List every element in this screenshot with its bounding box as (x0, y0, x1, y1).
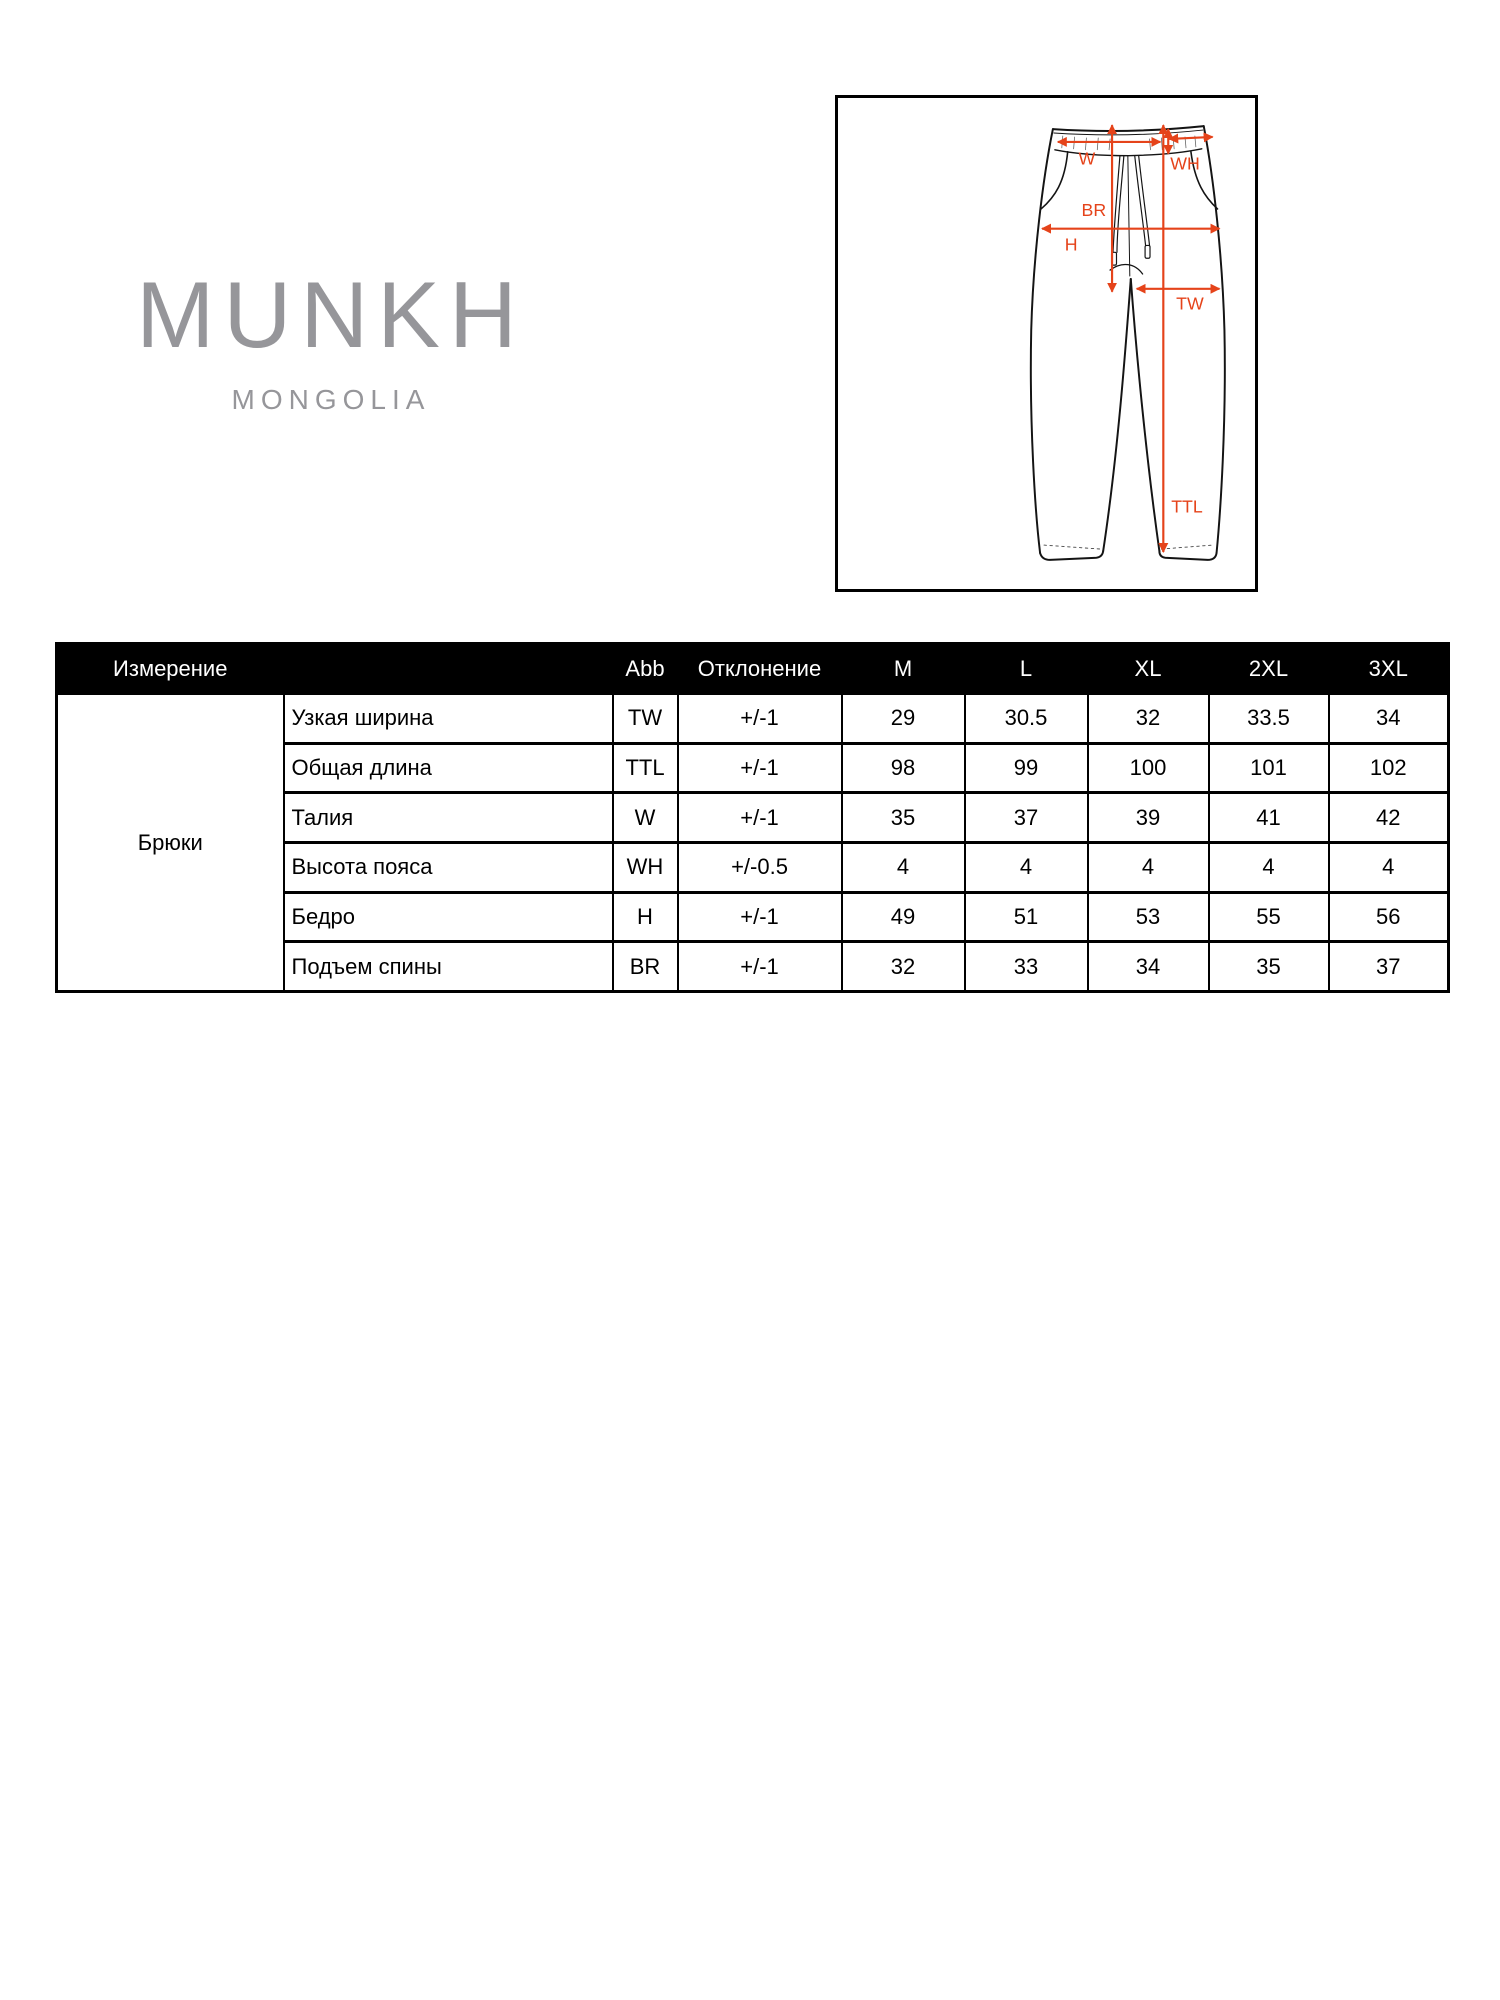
tw-label: TW (1176, 293, 1204, 314)
header-size-l: L (965, 644, 1088, 694)
size-value-cell: 30.5 (965, 694, 1088, 744)
abb-cell: TW (613, 694, 678, 744)
pants-diagram-box (835, 95, 1258, 592)
table-row (57, 694, 1449, 744)
tolerance-cell: +/-1 (678, 942, 842, 992)
header-tolerance: Отклонение (678, 644, 842, 694)
pants-outline (1031, 126, 1225, 560)
size-value-cell: 29 (842, 694, 965, 744)
header-size-3xl: 3XL (1329, 644, 1449, 694)
tolerance-cell: +/-1 (678, 793, 842, 843)
measurement-name-cell: Подъем спины (284, 942, 613, 992)
size-value-cell: 4 (1088, 843, 1209, 893)
size-value-cell: 4 (1209, 843, 1329, 893)
w-label: W (1078, 148, 1096, 169)
drawstring (1113, 156, 1149, 253)
measurement-arrows (1042, 125, 1219, 552)
pants-sketch (838, 98, 1255, 589)
size-value-cell: 32 (1088, 694, 1209, 744)
hem-stitching (1044, 545, 1213, 549)
category-cell: Брюки (57, 694, 284, 992)
size-value-cell: 41 (1209, 793, 1329, 843)
size-value-cell: 42 (1329, 793, 1449, 843)
measurement-name-cell: Общая длина (284, 743, 613, 793)
abb-cell: TTL (613, 743, 678, 793)
tolerance-cell: +/-1 (678, 892, 842, 942)
measurement-name-cell: Талия (284, 793, 613, 843)
header-spacer (284, 644, 613, 694)
size-value-cell: 102 (1329, 743, 1449, 793)
size-value-cell: 99 (965, 743, 1088, 793)
size-value-cell: 4 (842, 843, 965, 893)
header-measurement: Измерение (57, 644, 284, 694)
drawstring-aglet (1145, 245, 1150, 258)
wh-label: WH (1170, 153, 1200, 174)
tolerance-cell: +/-1 (678, 694, 842, 744)
size-value-cell: 33 (965, 942, 1088, 992)
header-abb: Abb (613, 644, 678, 694)
size-value-cell: 32 (842, 942, 965, 992)
brand-subtitle: MONGOLIA (231, 384, 431, 415)
ttl-label: TTL (1171, 496, 1203, 517)
abb-cell: WH (613, 843, 678, 893)
measurement-name-cell: Высота пояса (284, 843, 613, 893)
size-table (55, 642, 1450, 993)
size-value-cell: 39 (1088, 793, 1209, 843)
size-value-cell: 51 (965, 892, 1088, 942)
size-value-cell: 53 (1088, 892, 1209, 942)
tolerance-cell: +/-0.5 (678, 843, 842, 893)
h-label: H (1064, 234, 1078, 255)
header-row (57, 644, 1449, 694)
size-value-cell: 4 (965, 843, 1088, 893)
size-value-cell: 4 (1329, 843, 1449, 893)
tolerance-cell: +/-1 (678, 743, 842, 793)
header-size-m: M (842, 644, 965, 694)
size-value-cell: 37 (965, 793, 1088, 843)
size-value-cell: 33.5 (1209, 694, 1329, 744)
measurement-name-cell: Бедро (284, 892, 613, 942)
measurement-name-cell: Узкая ширина (284, 694, 613, 744)
size-value-cell: 100 (1088, 743, 1209, 793)
size-value-cell: 101 (1209, 743, 1329, 793)
abb-cell: W (613, 793, 678, 843)
size-value-cell: 55 (1209, 892, 1329, 942)
brand-name: MUNKH (136, 262, 526, 367)
size-value-cell: 37 (1329, 942, 1449, 992)
br-label: BR (1081, 199, 1107, 220)
brand-logo (130, 262, 532, 416)
size-value-cell: 35 (1209, 942, 1329, 992)
size-value-cell: 34 (1088, 942, 1209, 992)
abb-cell: H (613, 892, 678, 942)
size-value-cell: 35 (842, 793, 965, 843)
size-value-cell: 49 (842, 892, 965, 942)
size-value-cell: 34 (1329, 694, 1449, 744)
size-value-cell: 98 (842, 743, 965, 793)
size-value-cell: 56 (1329, 892, 1449, 942)
abb-cell: BR (613, 942, 678, 992)
header-size-xl: XL (1088, 644, 1209, 694)
header-size-2xl: 2XL (1209, 644, 1329, 694)
